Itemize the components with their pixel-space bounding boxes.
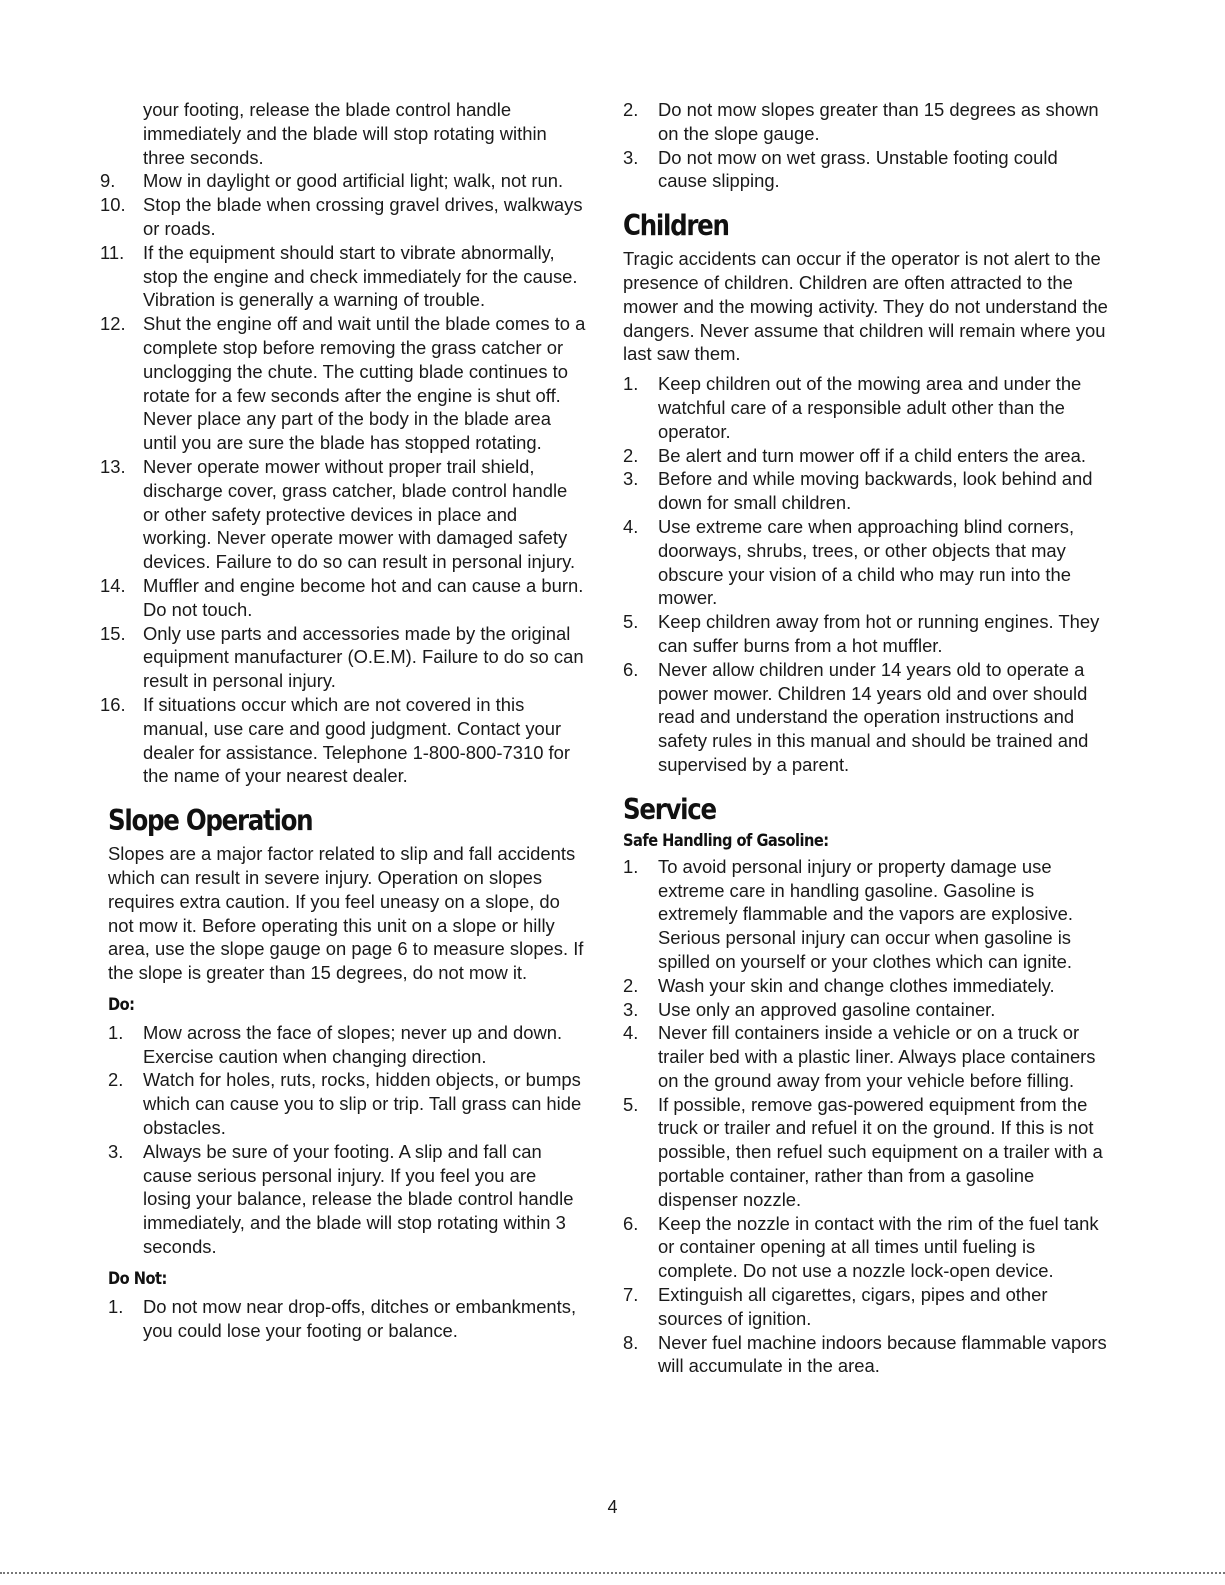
item-number: 6. bbox=[623, 1212, 639, 1234]
list-item bbox=[623, 372, 1108, 443]
do-not-heading: Do Not: bbox=[108, 1268, 167, 1289]
item-number: 3. bbox=[623, 146, 639, 168]
item-number: 12. bbox=[100, 313, 126, 335]
right-column bbox=[623, 98, 1108, 1378]
service-heading: Service bbox=[623, 792, 716, 826]
list-item bbox=[623, 855, 1108, 974]
children-heading: Children bbox=[623, 209, 729, 243]
do-not-list bbox=[108, 1295, 588, 1343]
list-item bbox=[100, 241, 588, 312]
left-column bbox=[100, 98, 588, 1342]
list-item bbox=[623, 974, 1108, 998]
item-number: 2. bbox=[623, 444, 639, 466]
item-number: 1. bbox=[623, 855, 639, 877]
item-number: 3. bbox=[623, 998, 639, 1020]
list-item bbox=[623, 98, 1108, 146]
list-item bbox=[108, 1295, 588, 1343]
item-number: 4. bbox=[623, 515, 639, 537]
list-item bbox=[623, 515, 1108, 610]
item-number: 9. bbox=[100, 170, 116, 192]
item-text: To avoid personal injury or property damage use extreme care in handling gasoline. Gasoline is extremely flammable and the vapors are explosive. Serious personal injury can occur when gasoline is spilled on yourself or your clothes which can ignite. bbox=[658, 855, 1074, 972]
item-number: 7. bbox=[623, 1284, 639, 1306]
list-item bbox=[108, 1068, 588, 1139]
list-item bbox=[623, 1021, 1108, 1092]
item-number: 10. bbox=[100, 194, 126, 216]
item-text: Keep children away from hot or running engines. They can suffer burns from a hot muffler. bbox=[658, 611, 1100, 656]
gasoline-list bbox=[623, 855, 1108, 1379]
item-number: 2. bbox=[623, 99, 639, 120]
list-item bbox=[100, 693, 588, 788]
item-text: Use only an approved gasoline container. bbox=[658, 998, 996, 1020]
item-number: 6. bbox=[623, 658, 639, 680]
list-item bbox=[623, 658, 1108, 777]
item-text: Do not mow on wet grass. Unstable footing could cause slipping. bbox=[658, 146, 1058, 192]
item-number: 1. bbox=[623, 373, 639, 395]
item-number: 3. bbox=[623, 468, 639, 490]
safety-rules-list bbox=[100, 169, 588, 788]
item-text: Never fuel machine indoors because flammable vapors will accumulate in the area. bbox=[658, 1331, 1107, 1377]
item-number: 13. bbox=[100, 455, 126, 477]
item-number: 5. bbox=[623, 611, 639, 633]
item-text: Muffler and engine become hot and can cause a burn. Do not touch. bbox=[143, 574, 584, 620]
list-item bbox=[100, 169, 588, 193]
item-text: Shut the engine off and wait until the blade comes to a complete stop before removing the grass catcher or unclogging the chute. The cutting blade continues to rotate for a few seconds after the engine is shut off. Never place any part of the body in the blade area until you are sure the blade has stopped rotating. bbox=[143, 313, 586, 454]
item-text: Mow in daylight or good artificial light; walk, not run. bbox=[143, 170, 564, 192]
item-text: Extinguish all cigarettes, cigars, pipes and other sources of ignition. bbox=[658, 1284, 1048, 1329]
item-number: 5. bbox=[623, 1093, 639, 1115]
list-item bbox=[100, 455, 588, 574]
list-item bbox=[623, 467, 1108, 515]
item-number: 1. bbox=[108, 1021, 124, 1043]
children-intro-paragraph: Tragic accidents can occur if the operator is not alert to the presence of children. Children are often attracted to the mower and the mowing activity. They do not understand the dangers. Never assume that children will remain where you last saw them. bbox=[623, 248, 1108, 365]
item-text: If the equipment should start to vibrate abnormally, stop the engine and check immediately for the cause. Vibration is generally a warning of trouble. bbox=[143, 241, 578, 311]
item-text: Never fill containers inside a vehicle or on a truck or trailer bed with a plastic liner. Always place containers on the ground away from your vehicle before filling. bbox=[658, 1022, 1096, 1091]
item-number: 2. bbox=[623, 974, 639, 996]
item-number: 4. bbox=[623, 1022, 639, 1044]
list-item bbox=[623, 998, 1108, 1022]
list-item bbox=[100, 622, 588, 693]
list-item bbox=[100, 574, 588, 622]
item-text: Never allow children under 14 years old to operate a power mower. Children 14 years old and over should read and understand the operation instructions and safety rules in this manual and should be trained and supervised by a parent. bbox=[658, 658, 1089, 775]
item-text: Mow across the face of slopes; never up and down. Exercise caution when changing direction. bbox=[143, 1021, 563, 1067]
list-item bbox=[623, 1093, 1108, 1212]
list-item bbox=[623, 146, 1108, 194]
scan-edge-line bbox=[0, 1572, 1225, 1575]
page-number: 4 bbox=[607, 1497, 618, 1517]
safe-handling-gasoline-heading: Safe Handling of Gasoline: bbox=[623, 830, 829, 851]
item-number: 11. bbox=[100, 241, 125, 263]
item-number: 14. bbox=[100, 574, 126, 596]
children-list bbox=[623, 372, 1108, 777]
item-number: 8. bbox=[623, 1331, 639, 1353]
slope-intro-paragraph: Slopes are a major factor related to slip and fall accidents which can result in severe injury. Operation on slopes requires extra caution. If you feel uneasy on a slope, do not mow it. Before operating this unit on a slope or hilly area, use the slope gauge on page 6 to measure slopes. If the slope is greater than 15 degrees, do not mow it. bbox=[108, 843, 584, 984]
list-item bbox=[623, 444, 1108, 468]
list-item bbox=[100, 193, 588, 241]
do-not-list-continued bbox=[623, 98, 1108, 193]
item-text: Keep the nozzle in contact with the rim of the fuel tank or container opening at all times until fueling is complete. Do not use a nozzle lock-open device. bbox=[658, 1212, 1099, 1282]
item-text: If situations occur which are not covered in this manual, use care and good judgment. Contact your dealer for assistance. Telephone 1-800-800-7310 for the name of your nearest dealer. bbox=[143, 693, 571, 787]
list-item bbox=[623, 1331, 1108, 1379]
list-item bbox=[108, 1021, 588, 1069]
item-text: Keep children out of the mowing area and under the watchful care of a responsible adult other than the operator. bbox=[658, 373, 1082, 442]
item-number: 2. bbox=[108, 1069, 124, 1091]
list-item bbox=[623, 1283, 1108, 1331]
item-text: Watch for holes, ruts, rocks, hidden objects, or bumps which can cause you to slip or trip. Tall grass can hide obstacles. bbox=[143, 1069, 582, 1139]
do-heading: Do: bbox=[108, 994, 135, 1015]
list-item bbox=[100, 312, 588, 455]
list-item bbox=[623, 1212, 1108, 1283]
item-text: Stop the blade when crossing gravel drives, walkways or roads. bbox=[143, 194, 583, 239]
item-number: 1. bbox=[108, 1295, 124, 1317]
item-number: 15. bbox=[100, 622, 126, 644]
item-text: Before and while moving backwards, look behind and down for small children. bbox=[658, 468, 1093, 514]
slope-operation-heading: Slope Operation bbox=[108, 804, 313, 838]
item-number: 3. bbox=[108, 1140, 124, 1162]
item-text: Always be sure of your footing. A slip and fall can cause serious personal injury. If you feel you are losing your balance, release the blade control handle immediately, and the blade will stop rotating within 3 seconds. bbox=[143, 1140, 574, 1258]
item-text: Use extreme care when approaching blind corners, doorways, shrubs, trees, or other objects that may obscure your vision of a child who may run into the mower. bbox=[658, 515, 1075, 609]
item-text: Only use parts and accessories made by the original equipment manufacturer (O.E.M). Failure to do so can result in personal injury. bbox=[143, 622, 584, 692]
item-number: 16. bbox=[100, 693, 126, 715]
list-item bbox=[108, 1140, 588, 1259]
list-item bbox=[623, 610, 1108, 658]
do-list bbox=[108, 1021, 588, 1259]
item-text: If possible, remove gas-powered equipment from the truck or trailer and refuel it on the ground. If this is not possible, then refuel such equipment on a trailer with a portable container, rather than from a gasoline dispenser nozzle. bbox=[658, 1093, 1103, 1210]
item-text: Do not mow near drop-offs, ditches or embankments, you could lose your footing or balance. bbox=[143, 1295, 577, 1341]
item-text: Wash your skin and change clothes immediately. bbox=[658, 974, 1055, 996]
continued-item-text: your footing, release the blade control handle immediately and the blade will stop rotating within three seconds. bbox=[143, 99, 547, 168]
item-text: Be alert and turn mower off if a child enters the area. bbox=[658, 444, 1086, 466]
item-text: Never operate mower without proper trail shield, discharge cover, grass catcher, blade control handle or other safety protective devices in place and working. Never operate mower with damaged safety devices. Failure to do so can result in personal injury. bbox=[143, 455, 576, 573]
item-text: Do not mow slopes greater than 15 degrees as shown on the slope gauge. bbox=[658, 99, 1099, 144]
